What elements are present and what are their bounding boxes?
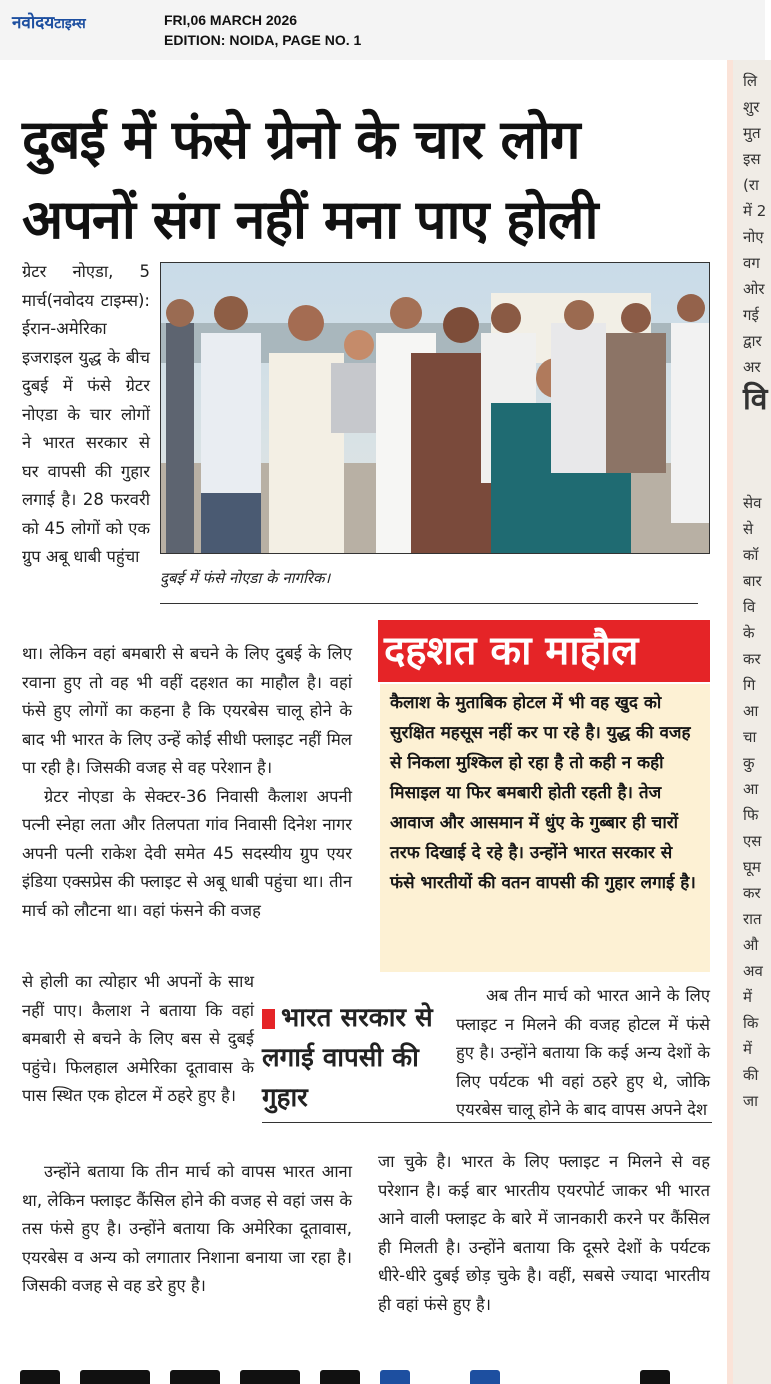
adjacent-text-fragment: में 2 xyxy=(743,202,767,220)
column-2-top: अब तीन मार्च को भारत आने के लिए फ्लाइट न मिलने की वजह होटल में फंसे हुए है। उन्होंने बताया कि कई अन्य देशों के लिए पर्यटक भी वहां ठहरे हुए थे, जोकि एयरबेस चालू होने के बाद वापस अपने देश xyxy=(456,986,710,1119)
adjacent-text-fragment: में xyxy=(743,1040,752,1058)
highlight-box: कैलाश के मुताबिक होटल में भी वह खुद को सुरक्षित महसूस नहीं कर पा रहे है। युद्ध की वजह से निकला मुश्किल हो रहा है तो कही न कही मिसाइल या फिर बमबारी होती रहती है। तेज आवाज और आसमान में धुंए के गुब्बार ही चारों तरफ दिखाई दे रहे है। उन्होंने भारत सरकार से फंसे भारतीयों की वतन वापसी की गुहार लगाई है। xyxy=(380,684,710,972)
adjacent-text-fragment: रात xyxy=(743,910,762,928)
subheading xyxy=(262,998,458,1118)
adjacent-text-fragment: बार xyxy=(743,572,762,590)
adjacent-text-fragment: कॉ xyxy=(743,546,759,564)
caption-divider xyxy=(160,603,698,604)
adjacent-text-fragment: नोए xyxy=(743,228,764,246)
adjacent-text-fragment: की xyxy=(743,1066,759,1084)
edition-line: EDITION: NOIDA, PAGE NO. 1 xyxy=(164,32,362,48)
column-2-bottom: जा चुके है। भारत के लिए फ्लाइट न मिलने से वह परेशान है। कई बार भारतीय एयरपोर्ट जाकर भी भारत आने वाली फ्लाइट के बारे में जानकारी करने पर कैंसिल ही मिलती है। उन्होंने बताया कि दूसरे देशों के पर्यटक धीरे-धीरे दुबई छोड़ चुके है। वहीं, सबसे ज्यादा भारतीय ही वहां फंसे हुए है। xyxy=(378,1152,710,1314)
photo-caption: दुबई में फंसे नोएडा के नागरिक। xyxy=(160,569,331,587)
red-square-marker xyxy=(262,1009,275,1029)
adjacent-text-fragment: गई xyxy=(743,306,759,324)
box-title: दहशत का माहौल xyxy=(378,620,710,682)
adjacent-text-fragment: अव xyxy=(743,962,763,980)
adjacent-text-fragment: चा xyxy=(743,728,757,746)
paragraph: ग्रेटर नोएडा के सेक्टर-36 निवासी कैलाश अपनी पत्नी स्नेहा लता और तिलपता गांव निवासी दिनेश नागर अपनी पत्नी राकेश देवी समेत 45 सदस्यीय ग्रुप एयर इंडिया एक्सप्रेस की फ्लाइट से अबू धाबी पहुंचा था। तीन मार्च को लौटना था। वहां फंसने की वजह xyxy=(22,786,352,920)
adjacent-text-fragment: शुर xyxy=(743,98,760,116)
group-photo-image xyxy=(161,263,709,553)
adjacent-text-fragment: जा xyxy=(743,1092,759,1110)
adjacent-text-fragment: आ xyxy=(743,780,759,798)
adjacent-text-fragment: आ xyxy=(743,702,759,720)
logo-sub-text: टाइम्स xyxy=(54,16,86,32)
logo-text: नवोदय xyxy=(12,13,55,33)
headline-line-2: अपनों संग नहीं मना पाए होली xyxy=(22,188,598,251)
adjacent-text-fragment: कु xyxy=(743,754,755,772)
adjacent-text-fragment: फि xyxy=(743,806,759,824)
news-photo xyxy=(160,262,710,554)
column-1-narrow: से होली का त्योहार भी अपनों के साथ नहीं पाए। कैलाश ने बताया कि वहां बमबारी से बचने के लिए बस से दुबई पहुंचे। फिलहाल अमेरिका दूतावास के पास स्थित एक होटल में ठहरे हुए है। xyxy=(22,972,254,1105)
adjacent-article-strip xyxy=(727,60,771,1384)
adjacent-text-fragment: एस xyxy=(743,832,762,850)
subheading-text: भारत सरकार से लगाई वापसी की गुहार xyxy=(262,1003,433,1113)
adjacent-text-fragment: लि xyxy=(743,72,758,90)
headline-line-1: दुबई में फंसे ग्रेनो के चार लोग xyxy=(22,108,580,171)
article-headline xyxy=(22,100,712,260)
adjacent-text-fragment: में xyxy=(743,988,752,1006)
adjacent-text-fragment: गि xyxy=(743,676,756,694)
adjacent-text-fragment: कि xyxy=(743,1014,759,1032)
adjacent-text-fragment: कर xyxy=(743,650,761,668)
adjacent-text-fragment: इस xyxy=(743,150,761,168)
adjacent-text-fragment: कर xyxy=(743,884,761,902)
adjacent-text-fragment: (रा xyxy=(743,176,759,194)
top-bar xyxy=(0,0,765,61)
adjacent-text-fragment: सेव xyxy=(743,494,762,512)
adjacent-text-fragment: घूम xyxy=(743,858,761,876)
adjacent-text-fragment: के xyxy=(743,624,755,642)
next-headline-cutoff xyxy=(0,1364,727,1384)
adjacent-heading-fragment: वि xyxy=(743,382,768,417)
adjacent-text-fragment: औ xyxy=(743,936,759,954)
paragraph: था। लेकिन वहां बमबारी से बचने के लिए दुबई के लिए रवाना हुए तो वह भी वहीं दहशत का माहौल है। वहां फंसे हुए लोगों का कहना है कि एयरबेस चालू होने के बाद भी भारत के लिए उन्हें कोई सीधी फ्लाइट नहीं मिल पा रही है। जिसकी वजह से वह परेशान है। xyxy=(22,644,352,777)
adjacent-text-fragment: अर xyxy=(743,358,761,376)
adjacent-text-fragment: से xyxy=(743,520,754,538)
adjacent-text-fragment: मुत xyxy=(743,124,761,142)
date-line: FRI,06 MARCH 2026 xyxy=(164,12,298,28)
column-1-body xyxy=(22,640,352,925)
adjacent-text-fragment: ओर xyxy=(743,280,765,298)
adjacent-text-fragment: वग xyxy=(743,254,760,272)
column-1-intro: ग्रेटर नोएडा, 5 मार्च(नवोदय टाइम्स): ईरान-अमेरिका इजराइल युद्ध के बीच दुबई में फंसे ग्रेटर नोएडा के चार लोगों ने भारत सरकार से घर वापसी की गुहार लगाई है। 28 फरवरी को 45 लोगों को एक ग्रुप अबू धाबी पहुंचा xyxy=(22,262,150,566)
newspaper-logo[interactable] xyxy=(12,10,86,33)
adjacent-text-fragment: द्वार xyxy=(743,332,762,350)
edition-info xyxy=(164,10,361,50)
adjacent-text-fragment: वि xyxy=(743,598,756,616)
column-1-bottom: उन्होंने बताया कि तीन मार्च को वापस भारत आना था, लेकिन फ्लाइट कैंसिल होने की वजह से वहां जस के तस फंसे हुए है। उन्होंने बताया कि अमेरिका दूतावास, एयरबेस व अन्य को लगातार निशाना बनाया जा रहा है। जिसकी वजह से वह डरे हुए है। xyxy=(22,1162,352,1295)
